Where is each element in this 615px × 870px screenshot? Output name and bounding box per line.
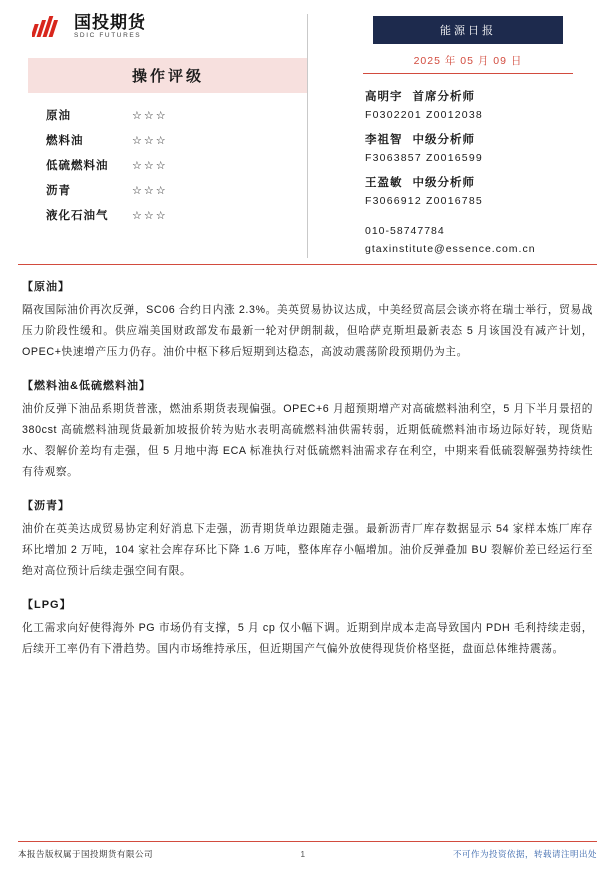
analyst-entry [365,88,593,104]
analyst-list [343,88,593,207]
rating-row [46,132,308,148]
footer-copyright: 本报告版权属于国投期货有限公司 [18,849,154,859]
analyst-name: 王盈敏 [365,177,403,189]
operation-rating-panel [28,58,308,223]
operation-rating-title: 操作评级 [28,58,308,93]
section-body-bitumen: 油价在英美达成贸易协定利好消息下走强，沥青期货单边跟随走强。最新沥青厂库存数据显示 54 家样本炼厂库存环比增加 2 万吨，104 家社会库存环比下降 1.6 万吨，整体库存小幅增加。油价反弹叠加 BU 裂解价差已经运行至绝对高位预计后续走强空间有限。 [22,523,593,578]
analyst-name: 李祖智 [365,134,403,146]
analyst-entry [365,174,593,190]
section-body-fuel-oil: 油价反弹下油品系期货普涨，燃油系期货表现偏强。OPEC+6 月超预期增产对高硫燃料油利空，5 月下半月景招的 380cst 高硫燃料油现货最新加坡报价转为贴水表明高硫燃料油供需转弱，近期低硫燃料油市场边际好转，现货贴水、裂解价差均有走强，但 5 月地中海 ECA 标准执行对低硫燃料油需求存在利空，中期来看低硫裂解强势持续性有待观察。 [22,403,593,479]
footer-row [18,848,597,860]
rating-stars: ☆☆☆ [132,184,168,197]
rating-product-name: 低硫燃料油 [46,160,109,172]
rating-row [46,157,308,173]
analyst-entry [365,131,593,147]
analyst-ids: F0302201 Z0012038 [365,109,483,121]
brand-text [74,14,146,40]
analyst-ids: F3066912 Z0016785 [365,195,483,207]
report-type-badge: 能源日报 [373,16,563,44]
footer-disclaimer: 不可作为投资依据，转载请注明出处 [452,849,597,859]
rating-row [46,207,308,223]
operation-rating-list [28,107,308,223]
rating-stars: ☆☆☆ [132,134,168,147]
section-title-bitumen: 【沥青】 [22,499,70,512]
footer-rule [18,841,597,842]
red-diagonal-bars-logo-icon [32,14,68,40]
rating-stars: ☆☆☆ [132,109,168,122]
analyst-role: 中级分析师 [412,134,475,146]
footer-page-number: 1 [300,849,306,859]
analyst-role: 中级分析师 [412,177,475,189]
header-right-column [343,14,597,255]
header-left-column [18,14,318,232]
section-title-lpg: 【LPG】 [22,598,72,611]
section-body-lpg: 化工需求向好使得海外 PG 市场仍有支撑，5 月 cp 仅小幅下调。近期到岸成本走高导致国内 PDH 毛利持续走弱，后续开工率仍有下滑趋势。国内市场维持承压，但近期国产气偏外放使得现货价格坚挺，盘面总体维持震荡。 [22,622,593,656]
contact-email[interactable]: gtaxinstitute@essence.com.cn [365,243,536,255]
rating-product-name: 液化石油气 [46,210,109,222]
rating-row [46,107,308,123]
brand-logo [18,14,318,40]
section-title-crude-oil: 【原油】 [22,281,70,293]
brand-name-cn: 国投期货 [74,13,146,33]
contact-phone: 010-58747784 [365,225,445,237]
rating-product-name: 原油 [46,110,71,122]
rating-row [46,182,308,198]
rating-product-name: 沥青 [46,185,71,197]
section-title-fuel-oil: 【燃料油&低硫燃料油】 [22,380,151,393]
contact-block [343,225,593,255]
report-footer [18,841,597,860]
analyst-ids: F3063857 Z0016599 [365,152,483,164]
report-date: 2025 年 05 月 09 日 [363,53,573,74]
section-body-crude-oil: 隔夜国际油价再次反弹，SC06 合约日内涨 2.3%。美英贸易协议达成，中美经贸高层会谈亦将在瑞士举行，贸易战压力阶段性缓和。供应端美国财政部发布最新一轮对伊朗制裁，但哈萨克斯坦最新表态 5 月该国没有减产计划，OPEC+快速增产压力仍存。油价中枢下移后短期到达稳态，高波动震荡阶段预期仍为主。 [22,304,593,359]
header-vertical-divider [307,14,308,258]
brand-name-en: SDIC FUTURES [74,32,142,40]
rating-stars: ☆☆☆ [132,159,168,172]
rating-product-name: 燃料油 [46,135,84,147]
analyst-name: 高明宇 [365,91,403,103]
report-body [18,265,597,660]
rating-stars: ☆☆☆ [132,209,168,222]
analyst-role: 首席分析师 [412,91,475,103]
